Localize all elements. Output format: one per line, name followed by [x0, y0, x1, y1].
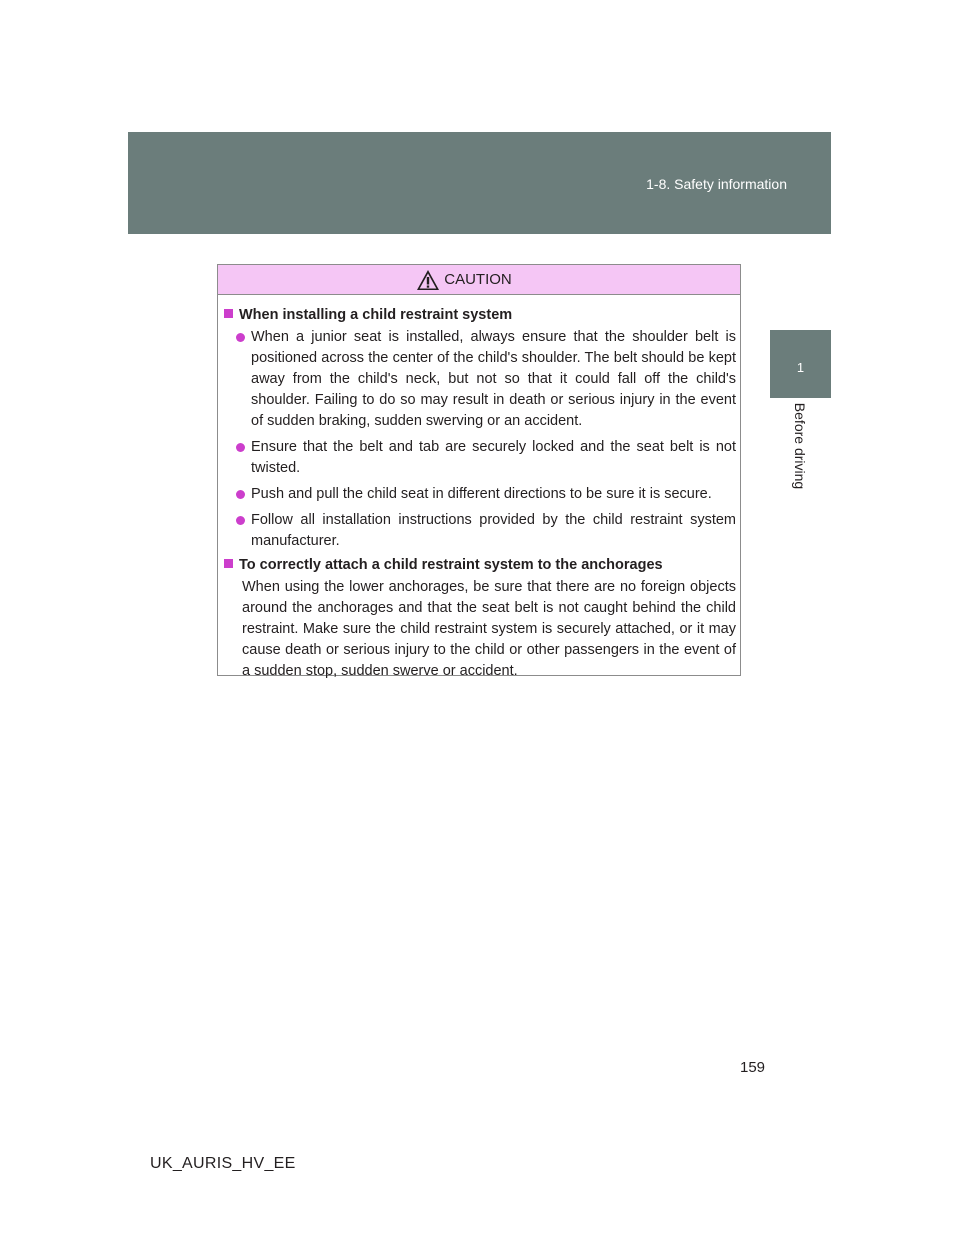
list-item-text: Ensure that the belt and tab are securely locked and the seat belt is not twisted.: [251, 439, 736, 476]
circle-bullet-icon: [236, 333, 245, 342]
list-item: [224, 437, 736, 479]
chapter-number: 1: [796, 360, 805, 375]
chapter-tab: [770, 330, 831, 398]
list-item-text: Follow all installation instructions provided by the child restraint system manufacturer.: [251, 512, 736, 549]
caution-title: CAUTION: [444, 271, 512, 288]
header-bar: [128, 132, 831, 234]
section-heading: [224, 557, 736, 573]
list-item: [224, 327, 736, 432]
warning-triangle-icon: [416, 269, 440, 291]
document-code: UK_AURIS_HV_EE: [150, 1155, 296, 1172]
circle-bullet-icon: [236, 490, 245, 499]
square-bullet-icon: [224, 559, 233, 568]
circle-bullet-icon: [236, 443, 245, 452]
list-item: [224, 484, 736, 505]
square-bullet-icon: [224, 309, 233, 318]
circle-bullet-icon: [236, 516, 245, 525]
list-item: [224, 510, 736, 552]
list-item-text: When a junior seat is installed, always ensure that the shoulder belt is positioned across the center of the child's shoulder. The belt should be kept away from the child's neck, but not so that it could fall off the child's shoulder. Failing to do so may result in death or serious injury in the event of sudden braking, sudden swerving or an accident.: [251, 329, 736, 429]
caution-box: [217, 264, 741, 679]
heading-text: To correctly attach a child restraint system to the anchorages: [239, 557, 663, 573]
section-title: 1-8. Safety information: [646, 176, 787, 192]
chapter-title: Before driving: [792, 402, 808, 490]
heading-text: When installing a child restraint system: [239, 307, 513, 323]
page-number: 159: [740, 1059, 766, 1076]
list-item-text: Push and pull the child seat in different directions to be sure it is secure.: [251, 486, 712, 502]
caution-header: [218, 265, 740, 295]
caution-body: [218, 295, 740, 682]
section-heading: [224, 307, 736, 323]
paragraph: When using the lower anchorages, be sure that there are no foreign objects around the anchorages and that the seat belt is not caught behind the child restraint. Make sure the child restraint system is securely attached, or it may cause death or serious injury to the child or other passengers in the event of a sudden stop, sudden swerve or accident.: [242, 579, 736, 679]
